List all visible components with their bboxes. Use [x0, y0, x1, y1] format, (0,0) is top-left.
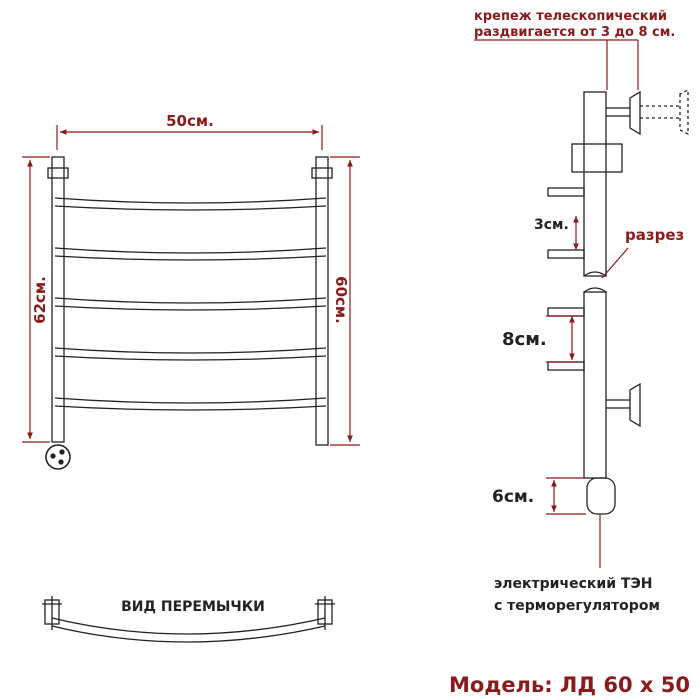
model-label: Модель: ЛД 60 х 50 — [449, 673, 690, 697]
rungs — [55, 198, 326, 410]
connector-dot-1 — [51, 454, 55, 458]
lower-wall-mount — [606, 384, 640, 426]
side-upper-bar — [584, 92, 606, 276]
heater-label-line1: электрический ТЭН — [494, 576, 653, 592]
cut-marks — [584, 272, 606, 292]
front-dimensions — [22, 125, 360, 445]
gap-small-label: 3см. — [534, 217, 569, 233]
right-post — [316, 157, 328, 445]
mount-label-line1: крепеж телескопический — [474, 9, 667, 24]
left-height-label: 62см. — [31, 276, 49, 324]
jumper-label: ВИД ПЕРЕМЫЧКИ — [121, 599, 265, 615]
right-post-cap — [312, 168, 332, 178]
connector-dot-2 — [60, 450, 64, 454]
front-view — [46, 157, 332, 469]
heater-element — [587, 478, 615, 514]
rung-1 — [55, 198, 326, 210]
connector-dot-3 — [59, 460, 63, 464]
jumper-bar — [52, 618, 325, 642]
gap-large-label: 8см. — [502, 329, 547, 350]
heater-label-line2: с терморегулятором — [494, 598, 660, 614]
rung-3 — [55, 298, 326, 310]
side-lower-bar — [584, 292, 606, 478]
telescopic-extension — [640, 90, 688, 134]
rung-2 — [55, 248, 326, 260]
right-height-label: 60см. — [332, 276, 350, 324]
rung-4 — [55, 348, 326, 360]
left-post — [52, 157, 64, 442]
mount-label-line2: раздвигается от 3 до 8 см. — [474, 25, 676, 40]
left-post-cap — [48, 168, 68, 178]
heater-len-label: 6см. — [492, 487, 535, 507]
bottom-connector — [46, 445, 70, 469]
side-view — [548, 90, 688, 514]
cut-label: разрез — [625, 226, 685, 244]
upper-wall-mount — [606, 92, 640, 134]
mount-bracket — [572, 144, 622, 172]
width-label: 50см. — [166, 112, 214, 130]
rung-5 — [55, 398, 326, 410]
